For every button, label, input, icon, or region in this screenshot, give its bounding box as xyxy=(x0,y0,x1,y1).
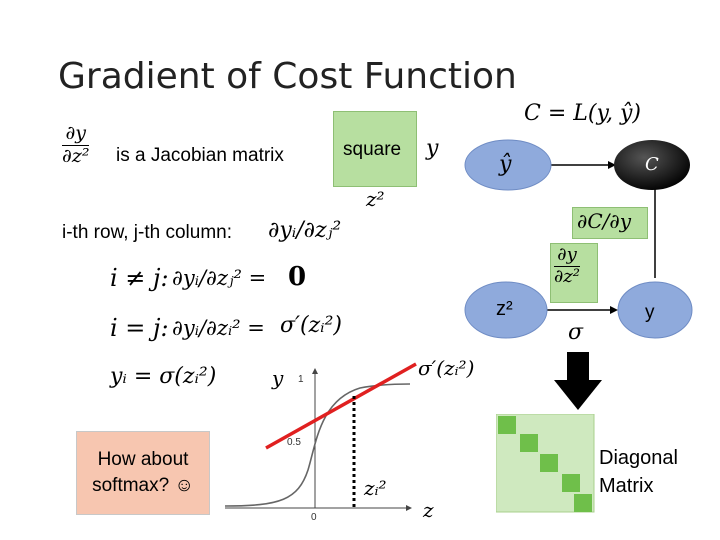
diagonal-matrix xyxy=(496,414,596,514)
jacobian-fraction xyxy=(62,124,89,167)
sigmoid-z-label: z xyxy=(423,498,434,522)
diagonal-label-1: Diagonal xyxy=(599,447,678,469)
square-z2-label: z² xyxy=(366,187,385,211)
jacobian-text: is a Jacobian matrix xyxy=(116,145,284,166)
case-eq-rhs: σ′(zᵢ²) xyxy=(280,313,343,338)
x-axis-arrow xyxy=(406,505,412,511)
tick-1: 1 xyxy=(298,374,304,385)
case-neq-rhs: 0 xyxy=(288,262,307,292)
sigma-prime-label: σ′(zᵢ²) xyxy=(418,356,475,380)
dC-dy-label: ∂C/∂y xyxy=(577,209,632,233)
cost-formula: C = L(y, ŷ) xyxy=(524,101,641,126)
yi-definition: yᵢ = σ(zᵢ²) xyxy=(110,364,217,389)
c-node-label: C xyxy=(645,154,659,175)
row-col-text: i-th row, j-th column: xyxy=(62,222,232,243)
frac-denominator: ∂z² xyxy=(62,144,90,167)
tangent-line xyxy=(266,364,416,448)
tick-05: 0.5 xyxy=(287,437,301,448)
frac-numerator: ∂y xyxy=(65,122,86,144)
diagonal-label-2: Matrix xyxy=(599,475,654,497)
dy-dz2-fraction xyxy=(554,246,580,287)
yhat-label: ŷ xyxy=(499,152,512,177)
case-neq-expr: ∂yᵢ/∂zⱼ² = xyxy=(172,266,267,290)
softmax-callout xyxy=(76,431,210,515)
case-eq-expr: ∂yᵢ/∂zᵢ² = xyxy=(172,316,265,340)
y-axis-arrow xyxy=(312,368,318,374)
sigmoid-zi2-label: zᵢ² xyxy=(364,476,387,500)
softmax-text: How about softmax? ☺ xyxy=(92,449,194,496)
graph-frac-den: ∂z² xyxy=(554,265,581,287)
z2-node-label: z² xyxy=(496,298,513,320)
case-eq-lhs: i = j: xyxy=(110,314,169,342)
tick-0: 0 xyxy=(311,512,317,523)
y-node-label: y xyxy=(645,302,655,323)
case-neq-lhs: i ≠ j: xyxy=(110,264,169,292)
sigmoid-y-label: y xyxy=(272,366,284,390)
graph-frac-num: ∂y xyxy=(557,244,577,265)
row-col-expr: ∂yᵢ/∂zⱼ² xyxy=(268,218,342,243)
square-label: square xyxy=(343,139,402,160)
square-y-label: y xyxy=(426,136,439,161)
down-arrow-icon xyxy=(554,352,604,412)
page-title: Gradient of Cost Function xyxy=(58,56,517,97)
edge-arrowhead-2 xyxy=(610,306,618,314)
sigma-label: σ xyxy=(568,320,584,345)
sigmoid-plot xyxy=(220,360,450,525)
y-node xyxy=(618,282,692,338)
